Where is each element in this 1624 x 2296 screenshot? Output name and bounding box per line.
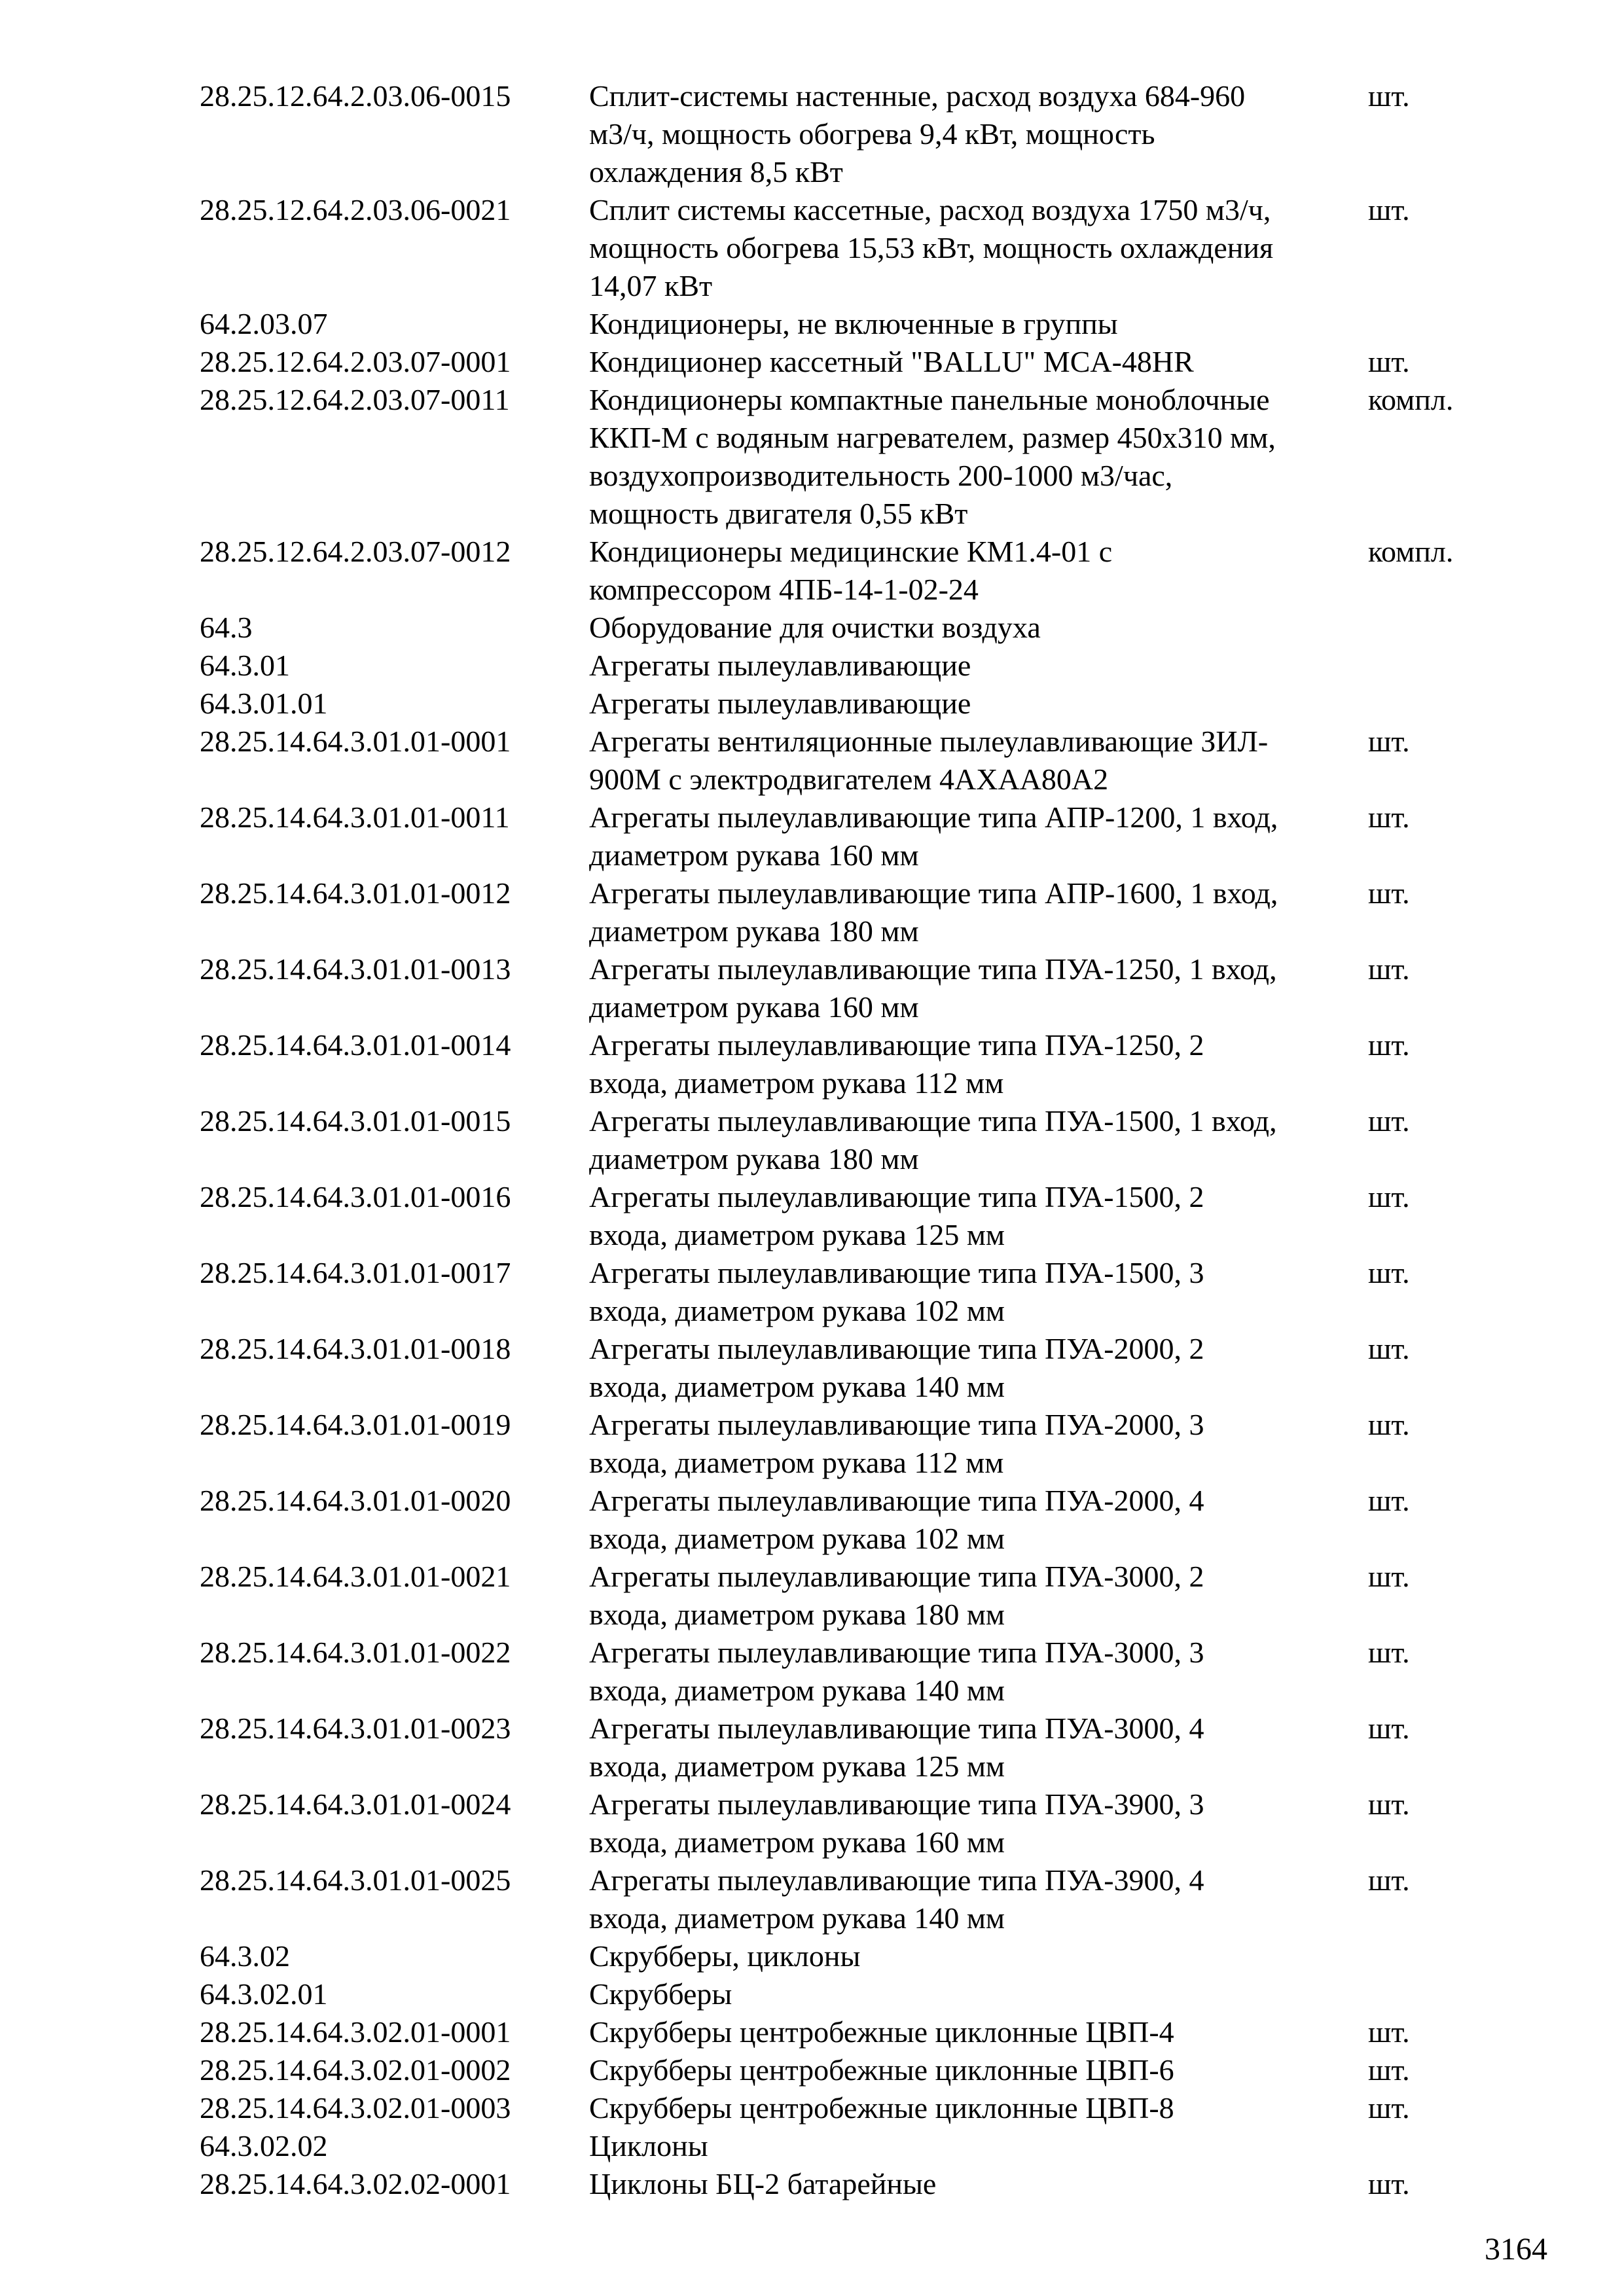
- item-description: Агрегаты вентиляционные пылеулавливающие ЗИЛ- 900М с электродвигателем 4АХАА80А2: [589, 725, 1269, 796]
- item-unit: шт.: [1368, 1408, 1410, 1441]
- table-row: [200, 609, 1509, 647]
- item-description: Скрубберы, циклоны: [589, 1939, 861, 1973]
- table-row: [200, 950, 1509, 1026]
- item-code: 64.3.01: [200, 649, 290, 682]
- table-row: [200, 874, 1509, 950]
- table-row: [200, 1254, 1509, 1330]
- item-code: 28.25.14.64.3.02.02-0001: [200, 2167, 511, 2200]
- item-description: Кондиционеры, не включенные в группы: [589, 307, 1118, 340]
- table-row: [200, 1861, 1509, 1937]
- item-code: 64.3.01.01: [200, 687, 328, 720]
- item-code: 28.25.14.64.3.02.01-0003: [200, 2091, 511, 2125]
- item-description: Агрегаты пылеулавливающие типа ПУА-2000, 2 входа, диаметром рукава 140 мм: [589, 1332, 1204, 1403]
- item-code: 28.25.12.64.2.03.06-0021: [200, 193, 511, 226]
- item-code: 28.25.14.64.3.01.01-0017: [200, 1256, 511, 1289]
- table-row: [200, 305, 1509, 343]
- item-description: Скрубберы центробежные циклонные ЦВП-8: [589, 2091, 1174, 2125]
- item-code: 64.3.02.02: [200, 2129, 328, 2162]
- item-code: 64.2.03.07: [200, 307, 328, 340]
- item-description: Скрубберы: [589, 1977, 732, 2011]
- item-code: 28.25.14.64.3.01.01-0020: [200, 1484, 511, 1517]
- item-description: Агрегаты пылеулавливающие типа ПУА-2000, 3 входа, диаметром рукава 112 мм: [589, 1408, 1204, 1479]
- table-row: [200, 2089, 1509, 2127]
- item-code: 28.25.14.64.3.01.01-0018: [200, 1332, 511, 1365]
- item-code: 64.3.02.01: [200, 1977, 328, 2011]
- item-description: Агрегаты пылеулавливающие: [589, 687, 971, 720]
- table-row: [200, 2013, 1509, 2051]
- item-description: Агрегаты пылеулавливающие типа ПУА-3000, 4 входа, диаметром рукава 125 мм: [589, 1712, 1204, 1783]
- table-row: [200, 1102, 1509, 1178]
- table-row: [200, 1710, 1509, 1785]
- item-unit: шт.: [1368, 1028, 1410, 1062]
- item-description: Агрегаты пылеулавливающие типа ПУА-2000, 4 входа, диаметром рукава 102 мм: [589, 1484, 1204, 1555]
- item-description: Кондиционеры компактные панельные моноблочные ККП-М с водяным нагревателем, размер 450х310 мм, воздухопроизводительность 200-1000 м3/час, мощность двигателя 0,55 кВт: [589, 383, 1276, 530]
- table-row: [200, 647, 1509, 685]
- item-unit: шт.: [1368, 2053, 1410, 2087]
- table-row: [200, 77, 1509, 191]
- table-row: [200, 343, 1509, 381]
- table-row: [200, 1330, 1509, 1406]
- item-code: 28.25.12.64.2.03.07-0001: [200, 345, 511, 378]
- item-description: Агрегаты пылеулавливающие типа АПР-1600, 1 вход, диаметром рукава 180 мм: [589, 876, 1278, 948]
- item-unit: шт.: [1368, 2091, 1410, 2125]
- item-code: 28.25.14.64.3.01.01-0021: [200, 1560, 511, 1593]
- item-code: 28.25.12.64.2.03.07-0011: [200, 383, 510, 416]
- table-row: [200, 1937, 1509, 1975]
- item-description: Агрегаты пылеулавливающие типа ПУА-3000, 2 входа, диаметром рукава 180 мм: [589, 1560, 1204, 1631]
- item-code: 28.25.14.64.3.01.01-0016: [200, 1180, 511, 1213]
- table-row: [200, 2127, 1509, 2165]
- item-description: Агрегаты пылеулавливающие типа ПУА-1500, 1 вход, диаметром рукава 180 мм: [589, 1104, 1277, 1175]
- table-row: [200, 381, 1509, 533]
- item-description: Циклоны БЦ-2 батарейные: [589, 2167, 937, 2200]
- table-row: [200, 685, 1509, 723]
- item-code: 28.25.14.64.3.01.01-0015: [200, 1104, 511, 1138]
- item-unit: шт.: [1368, 1332, 1410, 1365]
- item-code: 28.25.14.64.3.01.01-0024: [200, 1787, 511, 1821]
- item-code: 64.3: [200, 611, 253, 644]
- item-unit: шт.: [1368, 1484, 1410, 1517]
- item-unit: шт.: [1368, 800, 1410, 834]
- item-unit: шт.: [1368, 79, 1410, 113]
- table-row: [200, 191, 1509, 305]
- item-description: Кондиционеры медицинские КМ1.4-01 с компрессором 4ПБ-14-1-02-24: [589, 535, 1113, 606]
- item-description: Агрегаты пылеулавливающие типа ПУА-1250, 2 входа, диаметром рукава 112 мм: [589, 1028, 1204, 1100]
- item-code: 28.25.14.64.3.01.01-0012: [200, 876, 511, 910]
- table-row: [200, 1026, 1509, 1102]
- item-code: 28.25.14.64.3.01.01-0025: [200, 1863, 511, 1897]
- table-row: [200, 798, 1509, 874]
- item-unit: шт.: [1368, 193, 1410, 226]
- item-description: Агрегаты пылеулавливающие типа ПУА-1250, 1 вход, диаметром рукава 160 мм: [589, 952, 1277, 1024]
- item-code: 28.25.14.64.3.01.01-0023: [200, 1712, 511, 1745]
- item-unit: шт.: [1368, 876, 1410, 910]
- table-row: [200, 533, 1509, 609]
- item-unit: шт.: [1368, 1560, 1410, 1593]
- item-unit: шт.: [1368, 2015, 1410, 2049]
- item-unit: шт.: [1368, 1180, 1410, 1213]
- table-row: [200, 723, 1509, 798]
- item-unit: шт.: [1368, 2167, 1410, 2200]
- table-row: [200, 2165, 1509, 2203]
- table-row: [200, 1406, 1509, 1482]
- table-row: [200, 1785, 1509, 1861]
- item-unit: шт.: [1368, 1712, 1410, 1745]
- item-unit: шт.: [1368, 1787, 1410, 1821]
- item-description: Циклоны: [589, 2129, 708, 2162]
- item-description: Агрегаты пылеулавливающие типа ПУА-3900, 4 входа, диаметром рукава 140 мм: [589, 1863, 1204, 1935]
- item-code: 28.25.14.64.3.01.01-0011: [200, 800, 510, 834]
- item-description: Сплит системы кассетные, расход воздуха 1750 м3/ч, мощность обогрева 15,53 кВт, мощность охлаждения 14,07 кВт: [589, 193, 1274, 302]
- item-description: Скрубберы центробежные циклонные ЦВП-6: [589, 2053, 1174, 2087]
- item-code: 28.25.14.64.3.01.01-0001: [200, 725, 511, 758]
- table-row: [200, 1482, 1509, 1558]
- page-number: 3164: [1485, 2232, 1547, 2267]
- item-code: 28.25.12.64.2.03.07-0012: [200, 535, 511, 568]
- item-description: Агрегаты пылеулавливающие типа ПУА-1500, 3 входа, диаметром рукава 102 мм: [589, 1256, 1204, 1327]
- item-unit: шт.: [1368, 1256, 1410, 1289]
- item-code: 64.3.02: [200, 1939, 290, 1973]
- table-row: [200, 1178, 1509, 1254]
- table-row: [200, 1975, 1509, 2013]
- item-code: 28.25.14.64.3.02.01-0002: [200, 2053, 511, 2087]
- item-unit: шт.: [1368, 1863, 1410, 1897]
- item-description: Сплит-системы настенные, расход воздуха 684-960 м3/ч, мощность обогрева 9,4 кВт, мощность охлаждения 8,5 кВт: [589, 79, 1246, 188]
- item-description: Оборудование для очистки воздуха: [589, 611, 1041, 644]
- item-unit: шт.: [1368, 952, 1410, 986]
- catalog-table: [200, 77, 1509, 2203]
- item-code: 28.25.14.64.3.02.01-0001: [200, 2015, 511, 2049]
- item-code: 28.25.12.64.2.03.06-0015: [200, 79, 511, 113]
- item-description: Агрегаты пылеулавливающие: [589, 649, 971, 682]
- item-code: 28.25.14.64.3.01.01-0014: [200, 1028, 511, 1062]
- item-description: Агрегаты пылеулавливающие типа АПР-1200, 1 вход, диаметром рукава 160 мм: [589, 800, 1278, 872]
- item-code: 28.25.14.64.3.01.01-0013: [200, 952, 511, 986]
- item-unit: шт.: [1368, 725, 1410, 758]
- item-unit: шт.: [1368, 345, 1410, 378]
- table-row: [200, 1634, 1509, 1710]
- item-code: 28.25.14.64.3.01.01-0022: [200, 1636, 511, 1669]
- item-unit: шт.: [1368, 1636, 1410, 1669]
- item-description: Скрубберы центробежные циклонные ЦВП-4: [589, 2015, 1174, 2049]
- item-unit: компл.: [1368, 383, 1454, 416]
- item-description: Агрегаты пылеулавливающие типа ПУА-1500, 2 входа, диаметром рукава 125 мм: [589, 1180, 1204, 1251]
- item-unit: компл.: [1368, 535, 1454, 568]
- item-description: Агрегаты пылеулавливающие типа ПУА-3000, 3 входа, диаметром рукава 140 мм: [589, 1636, 1204, 1707]
- item-unit: шт.: [1368, 1104, 1410, 1138]
- item-code: 28.25.14.64.3.01.01-0019: [200, 1408, 511, 1441]
- table-row: [200, 2051, 1509, 2089]
- item-description: Агрегаты пылеулавливающие типа ПУА-3900, 3 входа, диаметром рукава 160 мм: [589, 1787, 1204, 1859]
- item-description: Кондиционер кассетный "BALLU" MCA-48HR: [589, 345, 1194, 378]
- table-row: [200, 1558, 1509, 1634]
